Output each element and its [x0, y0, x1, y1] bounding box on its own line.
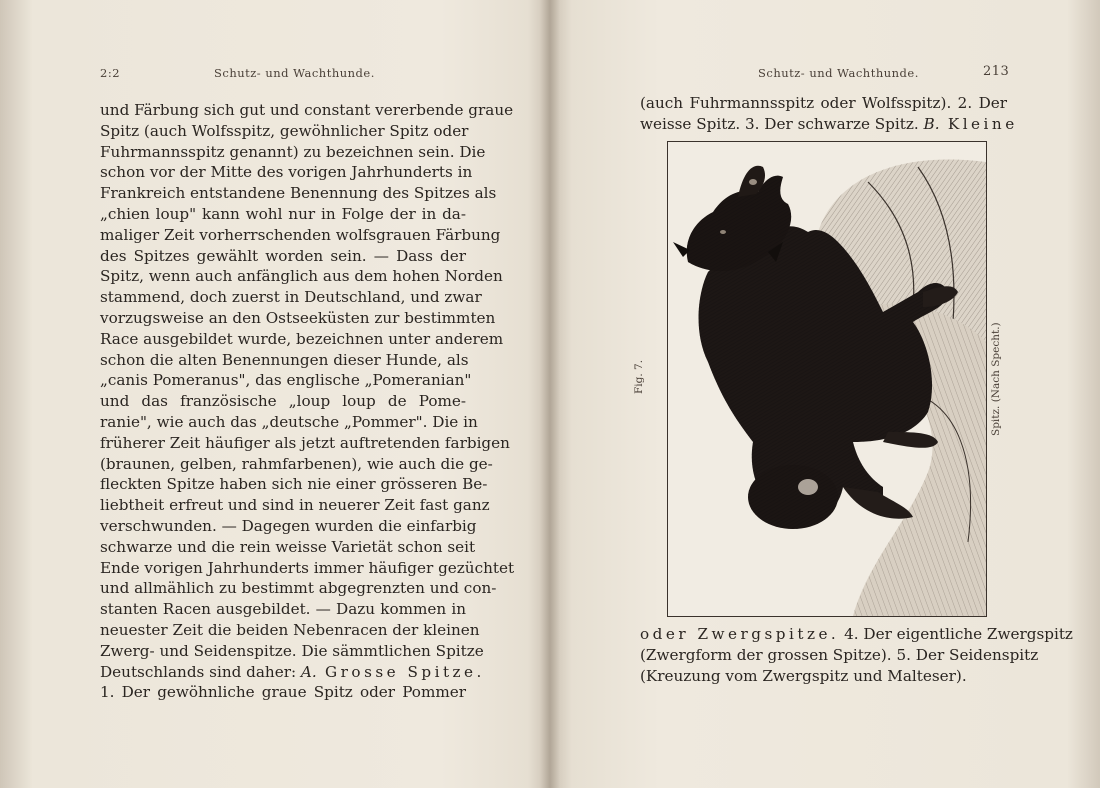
text-line: ranie", wie auch das „deutsche „Pommer". Die in — [100, 412, 478, 431]
text-line-rest: 4. Der eigentliche Zwergspitz — [839, 625, 1073, 643]
text-line: schwarze und die rein weisse Varietät schon seit — [100, 537, 476, 556]
classification-kleine: Kleine — [939, 114, 1018, 133]
classification-prefix: Deutschlands sind daher: — [100, 662, 301, 681]
left-page-number: 2:2 — [100, 66, 121, 80]
text-line: schon die alten Benennungen dieser Hunde, als — [100, 350, 469, 369]
text-line: vorzugsweise an den Ostseeküsten zur bestimmten — [100, 308, 496, 327]
text-line: liebtheit erfreut und sind in neuerer Zeit fast ganz — [100, 496, 490, 515]
text-line: früherer Zeit häufiger als jetzt auftretenden farbigen — [100, 433, 510, 452]
text-line: neuester Zeit die beiden Nebenracen der kleinen — [100, 620, 480, 639]
spitz-engraving — [667, 141, 987, 617]
text-line: (braunen, gelben, rahmfarbenen), wie auch die ge- — [100, 454, 493, 473]
text-line: „canis Pomeranus", das englische „Pomeranian" — [100, 371, 472, 390]
text-line-classification — [100, 662, 485, 683]
text-line: und Färbung sich gut und constant vererbende graue — [100, 101, 514, 119]
text-line: Frankreich entstandene Benennung des Spitzes als — [100, 184, 497, 203]
text-line: des Spitzes gewählt worden sein. — Dass der — [100, 246, 466, 265]
right-page — [550, 0, 1100, 788]
text-line: Ende vorigen Jahrhunderts immer häufiger gezüchtet — [100, 558, 515, 577]
text-line: 1. Der gewöhnliche graue Spitz oder Pommer — [100, 683, 466, 702]
text-line: maliger Zeit vorherrschenden wolfsgrauen Färbung — [100, 225, 501, 244]
text-line: fleckten Spitze haben sich nie einer grösseren Be- — [100, 475, 488, 494]
text-line: (auch Fuhrmannsspitz oder Wolfsspitz). 2. Der — [640, 94, 1007, 112]
text-line: schon vor der Mitte des vorigen Jahrhunderts in — [100, 163, 473, 182]
text-line-classification — [640, 114, 1018, 135]
text-line: stammend, doch zuerst in Deutschland, und zwar — [100, 288, 482, 307]
classification-letter-b: B. — [923, 114, 940, 133]
text-line: „chien loup" kann wohl nur in Folge der in da- — [100, 204, 466, 223]
text-line: Race ausgebildet wurde, bezeichnen unter anderem — [100, 329, 504, 348]
text-line: Spitz (auch Wolfsspitz, gewöhnlicher Spitz oder — [100, 121, 469, 140]
classification-grosse-spitze: Grosse Spitze. — [316, 662, 485, 681]
text-line: Fuhrmannsspitz genannt) zu bezeichnen sein. Die — [100, 142, 486, 161]
right-page-number: 213 — [983, 64, 1010, 79]
figure-label: Fig. 7. — [633, 359, 645, 394]
text-line: (Zwergform der grossen Spitze). 5. Der Seidenspitz — [640, 645, 1039, 664]
classification-zwergspitze: oder Zwergspitze. — [640, 625, 840, 643]
text-line: Zwerg- und Seidenspitze. Die sämmtlichen Spitze — [100, 641, 484, 660]
right-running-head: Schutz- und Wachthunde. — [758, 66, 919, 80]
text-line: Spitz, wenn auch anfänglich aus dem hohen Norden — [100, 267, 503, 286]
text-line: (Kreuzung vom Zwergspitz und Malteser). — [640, 666, 967, 685]
right-top-text — [640, 93, 1018, 135]
left-body-text — [100, 100, 515, 703]
left-running-head: Schutz- und Wachthunde. — [214, 66, 375, 80]
text-line: und das französische „loup loup de Pome- — [100, 392, 466, 411]
spitz-illustration — [668, 142, 986, 616]
right-bottom-text — [640, 624, 1073, 686]
classification-letter-a: A. — [300, 662, 317, 681]
text-line — [640, 624, 1073, 645]
text-line: stanten Racen ausgebildet. — Dazu kommen in — [100, 600, 466, 619]
classification-prefix: weisse Spitz. 3. Der schwarze Spitz. — [640, 114, 924, 133]
figure-caption: Spitz. (Nach Specht.) — [990, 322, 1002, 436]
text-line: und allmählich zu bestimmt abgegrenzten und con- — [100, 579, 497, 598]
text-line: verschwunden. — Dagegen wurden die einfarbig — [100, 516, 477, 535]
